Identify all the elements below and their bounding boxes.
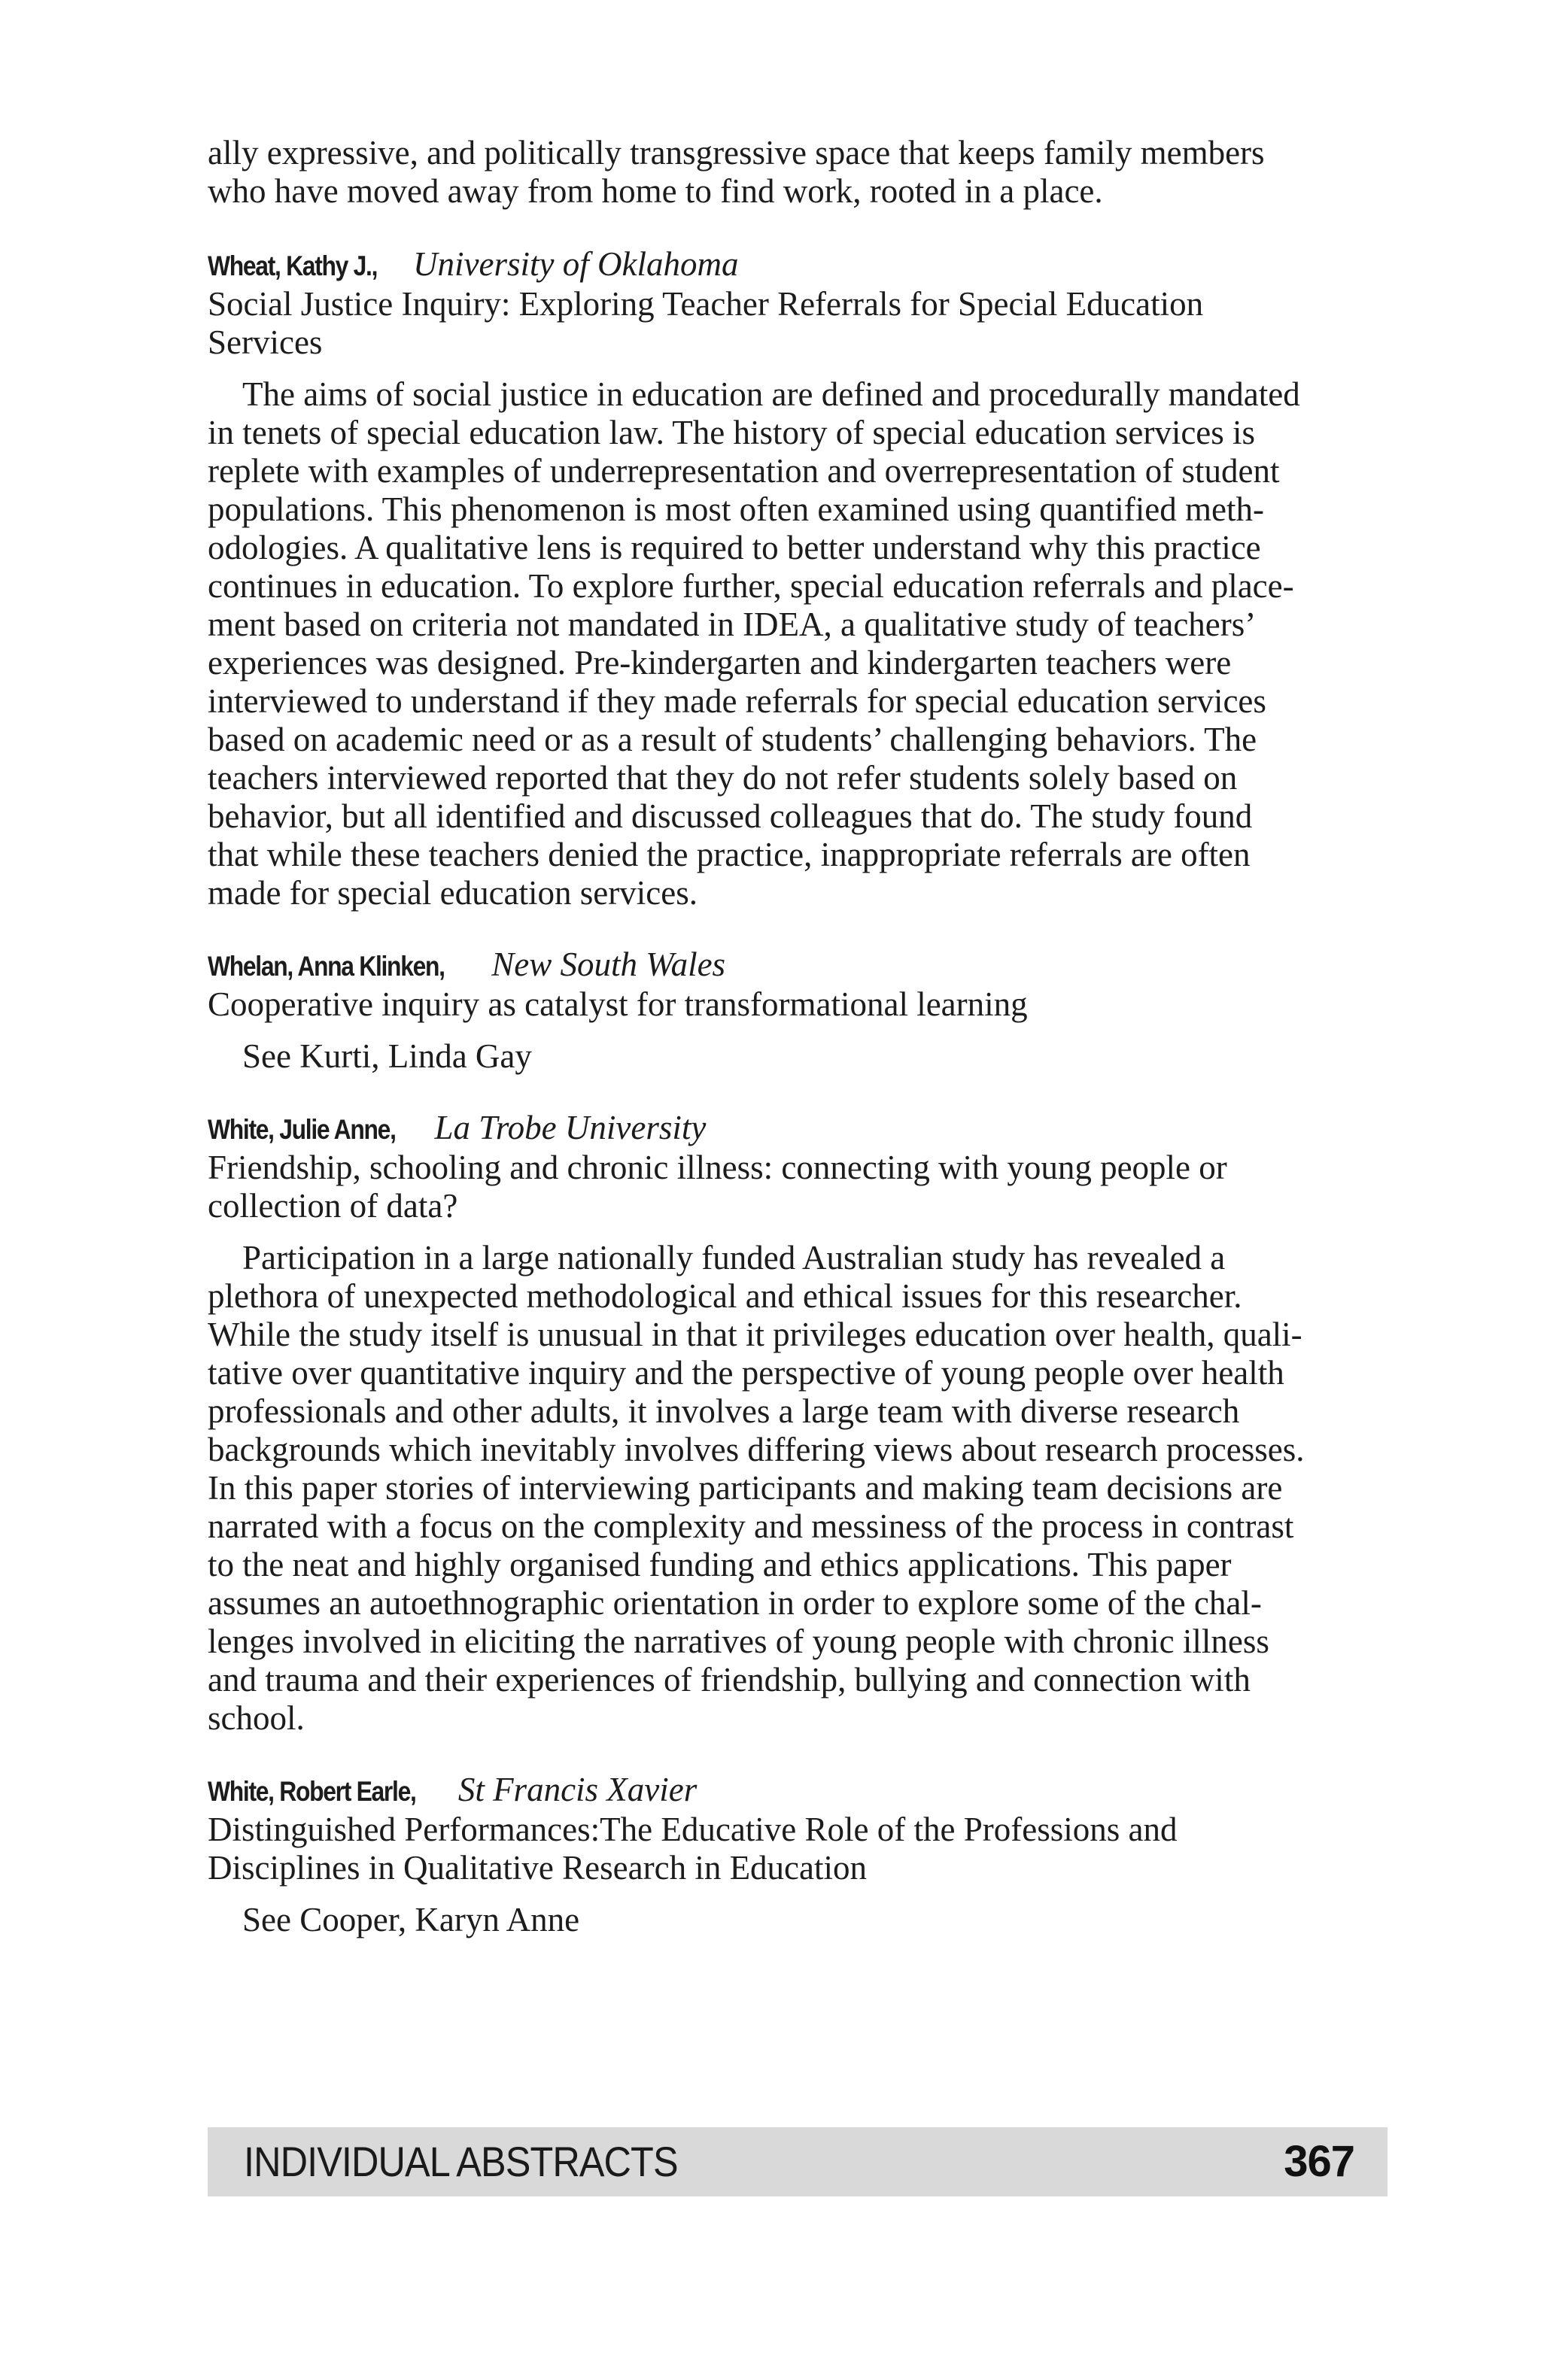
abstract-body — [208, 1239, 1391, 1738]
cross-reference: See Cooper, Karyn Anne — [242, 1901, 580, 1938]
abstract-entry — [208, 245, 1391, 912]
text-line: school. — [208, 1699, 305, 1737]
entry-heading — [208, 1109, 1391, 1149]
text-line: based on academic need or as a result of students’ challenging behaviors. The — [208, 721, 1257, 758]
text-line: The aims of social justice in education are defined and procedurally mandated — [242, 375, 1300, 413]
continuation-paragraph — [208, 134, 1391, 211]
text-line: to the neat and highly organised funding and ethics applications. This paper — [208, 1546, 1232, 1583]
author-affiliation: University of Oklahoma — [413, 245, 739, 283]
text-line: professionals and other adults, it involves a large team with diverse research — [208, 1392, 1240, 1430]
text-line: ally expressive, and politically transgressive space that keeps family members — [208, 134, 1265, 172]
author-affiliation: La Trobe University — [434, 1109, 707, 1146]
entry-heading — [208, 245, 1391, 285]
text-line: assumes an autoethnographic orientation in order to explore some of the chal- — [208, 1584, 1262, 1622]
page-footer — [208, 2127, 1388, 2196]
text-line: teachers interviewed reported that they do not refer students solely based on — [208, 759, 1238, 797]
paper-title — [208, 1811, 1391, 1887]
author-name: Whelan, Anna Klinken, — [208, 951, 445, 982]
entry-heading — [208, 1771, 1391, 1811]
text-line: ment based on criteria not mandated in IDEA, a qualitative study of teachers’ — [208, 606, 1257, 643]
title-line: Friendship, schooling and chronic illness: connecting with young people or — [208, 1149, 1227, 1186]
text-line: experiences was designed. Pre-kindergarten and kindergarten teachers were — [208, 644, 1232, 682]
abstract-body — [208, 375, 1391, 912]
text-line: plethora of unexpected methodological and ethical issues for this researcher. — [208, 1277, 1242, 1315]
text-column — [208, 134, 1391, 1972]
author-affiliation: St Francis Xavier — [457, 1771, 698, 1808]
abstract-entry — [208, 1109, 1391, 1738]
title-line: Disciplines in Qualitative Research in Education — [208, 1849, 868, 1887]
text-line: who have moved away from home to find work, rooted in a place. — [208, 172, 1103, 210]
text-line: backgrounds which inevitably involves differing views about research processes. — [208, 1431, 1305, 1468]
text-line: odologies. A qualitative lens is required to better understand why this practice — [208, 529, 1261, 566]
page-number: 367 — [1284, 2137, 1354, 2186]
title-line: Cooperative inquiry as catalyst for transformational learning — [208, 985, 1028, 1023]
text-line: populations. This phenomenon is most often examined using quantified meth- — [208, 490, 1264, 528]
entry-heading — [208, 946, 1391, 985]
text-line: narrated with a focus on the complexity and messiness of the process in contrast — [208, 1507, 1294, 1545]
title-line: Distinguished Performances:The Educative Role of the Professions and — [208, 1811, 1178, 1848]
author-name: Wheat, Kathy J., — [208, 250, 378, 281]
text-line: replete with examples of underrepresentation and overrepresentation of student — [208, 452, 1280, 490]
text-line: made for special education services. — [208, 874, 698, 912]
title-line: Services — [208, 323, 323, 361]
paper-title — [208, 285, 1391, 362]
text-line: behavior, but all identified and discussed colleagues that do. The study found — [208, 797, 1253, 835]
text-line: interviewed to understand if they made referrals for special education services — [208, 682, 1266, 720]
abstract-entry — [208, 946, 1391, 1076]
title-line: collection of data? — [208, 1187, 458, 1225]
author-name: White, Robert Earle, — [208, 1776, 416, 1807]
paper-title — [208, 985, 1391, 1024]
text-line: While the study itself is unusual in that it privileges education over health, quali- — [208, 1316, 1302, 1353]
text-line: and trauma and their experiences of friendship, bullying and connection with — [208, 1661, 1251, 1698]
text-line: in tenets of special education law. The history of special education services is — [208, 414, 1256, 451]
text-line: lenges involved in eliciting the narratives of young people with chronic illness — [208, 1623, 1269, 1660]
abstract-entry — [208, 1771, 1391, 1939]
author-affiliation: New South Wales — [491, 946, 726, 983]
title-line: Social Justice Inquiry: Exploring Teacher Referrals for Special Education — [208, 285, 1204, 323]
text-line: that while these teachers denied the practice, inappropriate referrals are often — [208, 836, 1251, 873]
text-line: Participation in a large nationally funded Australian study has revealed a — [242, 1239, 1226, 1277]
text-line: In this paper stories of interviewing participants and making team decisions are — [208, 1469, 1283, 1507]
text-line: continues in education. To explore further, special education referrals and place- — [208, 567, 1294, 605]
cross-reference: See Kurti, Linda Gay — [242, 1037, 532, 1075]
running-footer-section: INDIVIDUAL ABSTRACTS — [244, 2138, 678, 2185]
author-name: White, Julie Anne, — [208, 1114, 396, 1145]
text-line: tative over quantitative inquiry and the perspective of young people over health — [208, 1354, 1284, 1392]
paper-title — [208, 1149, 1391, 1225]
